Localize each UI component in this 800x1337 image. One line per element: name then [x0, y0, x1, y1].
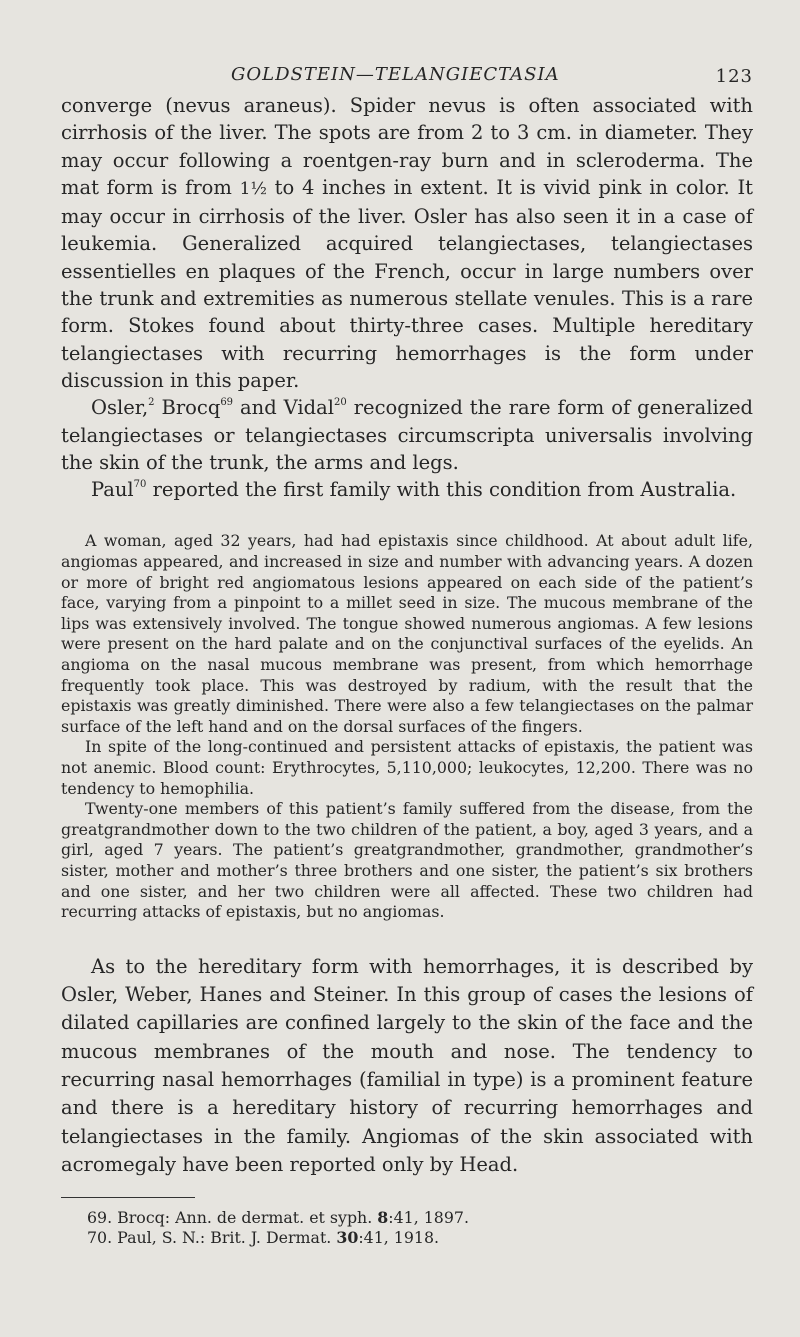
main-body-text — [61, 92, 753, 503]
paragraph-text: to 4 inches in extent. It is vivid pink in color. It may occur in cirrhosis of the liver. Osler has also seen it in a case of leukemia. Generalized acquired telangiectases, telangiectases essentielles en plaques of the French, occur in large numbers over the trunk and extremities as numerous stellate venules. This is a rare form. Stokes found about thirty-three cases. Multiple hereditary telangiectases with recurring hemorrhages is the form under discussion in this paper. — [61, 175, 753, 392]
footnote-citation: 69. Brocq: Ann. de dermat. et syph. — [87, 1208, 378, 1228]
author-vidal: and Vidal — [233, 396, 334, 420]
footnote-divider — [61, 1197, 195, 1198]
paragraph-hereditary-form: As to the hereditary form with hemorrhages, it is described by Osler, Weber, Hanes and Steiner. In this group of cases the lesions of dilated capillaries are confined largely to the skin of the face and the mucous membranes of the mouth and nose. The tendency to recurring nasal hemorrhages (familial in type) is a prominent feature and there is a hereditary history of recurring hemorrhages and telangiectases in the family. Angiomas of the skin associated with acromegaly have been reported only by Head. — [61, 954, 753, 1176]
footnote-pages: :41, 1897. — [388, 1208, 469, 1228]
footnote-69 — [87, 1208, 753, 1228]
running-title: GOLDSTEIN—TELANGIECTASIA — [231, 64, 560, 85]
paragraph-paul-report — [61, 476, 753, 503]
paragraph-generalized-form — [61, 394, 753, 476]
footnote-volume: 8 — [377, 1208, 389, 1228]
hereditary-form-section — [61, 953, 753, 1179]
footnote-volume: 30 — [336, 1228, 359, 1248]
case-report-paragraph: A woman, aged 32 years, had had epistaxis since childhood. At about adult life, angiomas appeared, and increased in size and number with advancing years. A dozen or more of bright red angiomatous lesions appeared on each side of the patient’s face, varying from a pinpoint to a millet seed in size. The mucous membrane of the lips was extensively involved. The tongue showed numerous angiomas. A few lesions were present on the hard palate and on the conjunctival surfaces of the eyelids. An angioma on the nasal mucous membrane was present, from which hemorrhage frequently took place. This was destroyed by radium, with the result that the epistaxis was greatly diminished. There were also a few telangiectases on the palmar surface of the left hand and on the dorsal surfaces of the fingers. — [61, 531, 753, 736]
author-paul: Paul — [91, 478, 134, 502]
paragraph-text: recognized the rare form of generalized telangiectases or telangiectases circumscripta universalis involving the skin of the trunk, the arms and legs. — [61, 396, 753, 474]
footnote-pages: :41, 1918. — [358, 1228, 440, 1248]
fraction-value: 1½ — [239, 178, 267, 199]
paragraph-text: converge (nevus araneus). Spider nevus is often associated with cirrhosis of the liver. The spots are from 2 to 3 cm. in diameter. They may occur following a roentgen-ray burn and in scleroderma. The mat form is from — [61, 94, 753, 199]
footnotes — [61, 1208, 753, 1248]
paragraph-text: reported the first family with this condition from Australia. — [146, 478, 737, 502]
page-number: 123 — [715, 66, 753, 87]
footnote-citation: 70. Paul, S. N.: Brit. J. Dermat. — [87, 1228, 337, 1248]
reference-70: 70 — [133, 479, 147, 491]
running-head — [61, 62, 753, 92]
reference-69: 69 — [220, 397, 234, 409]
case-report-paragraph: Twenty-one members of this patient’s family suffered from the disease, from the greatgrandmother down to the two children of the patient, a boy, aged 3 years, and a girl, aged 7 years. The patient’s greatgrandmother, grandmother, grandmother’s sister, mother and mother’s three brothers and one sister, the patient’s six brothers and one sister, and her two children were all affected. These two children had recurring attacks of epistaxis, but no angiomas. — [61, 799, 753, 922]
paragraph-spider-nevus — [61, 92, 753, 394]
book-page — [61, 62, 753, 1248]
case-report-paragraph: In spite of the long-continued and persistent attacks of epistaxis, the patient was not anemic. Blood count: Erythrocytes, 5,110,000; leukocytes, 12,200. There was no tendency to hemophilia. — [61, 737, 753, 798]
footnote-70 — [87, 1228, 753, 1248]
case-report-block — [61, 531, 753, 922]
author-brocq: Brocq — [154, 396, 221, 420]
author-osler: Osler, — [91, 396, 149, 420]
reference-2: 2 — [148, 397, 155, 409]
reference-20: 20 — [334, 397, 347, 409]
